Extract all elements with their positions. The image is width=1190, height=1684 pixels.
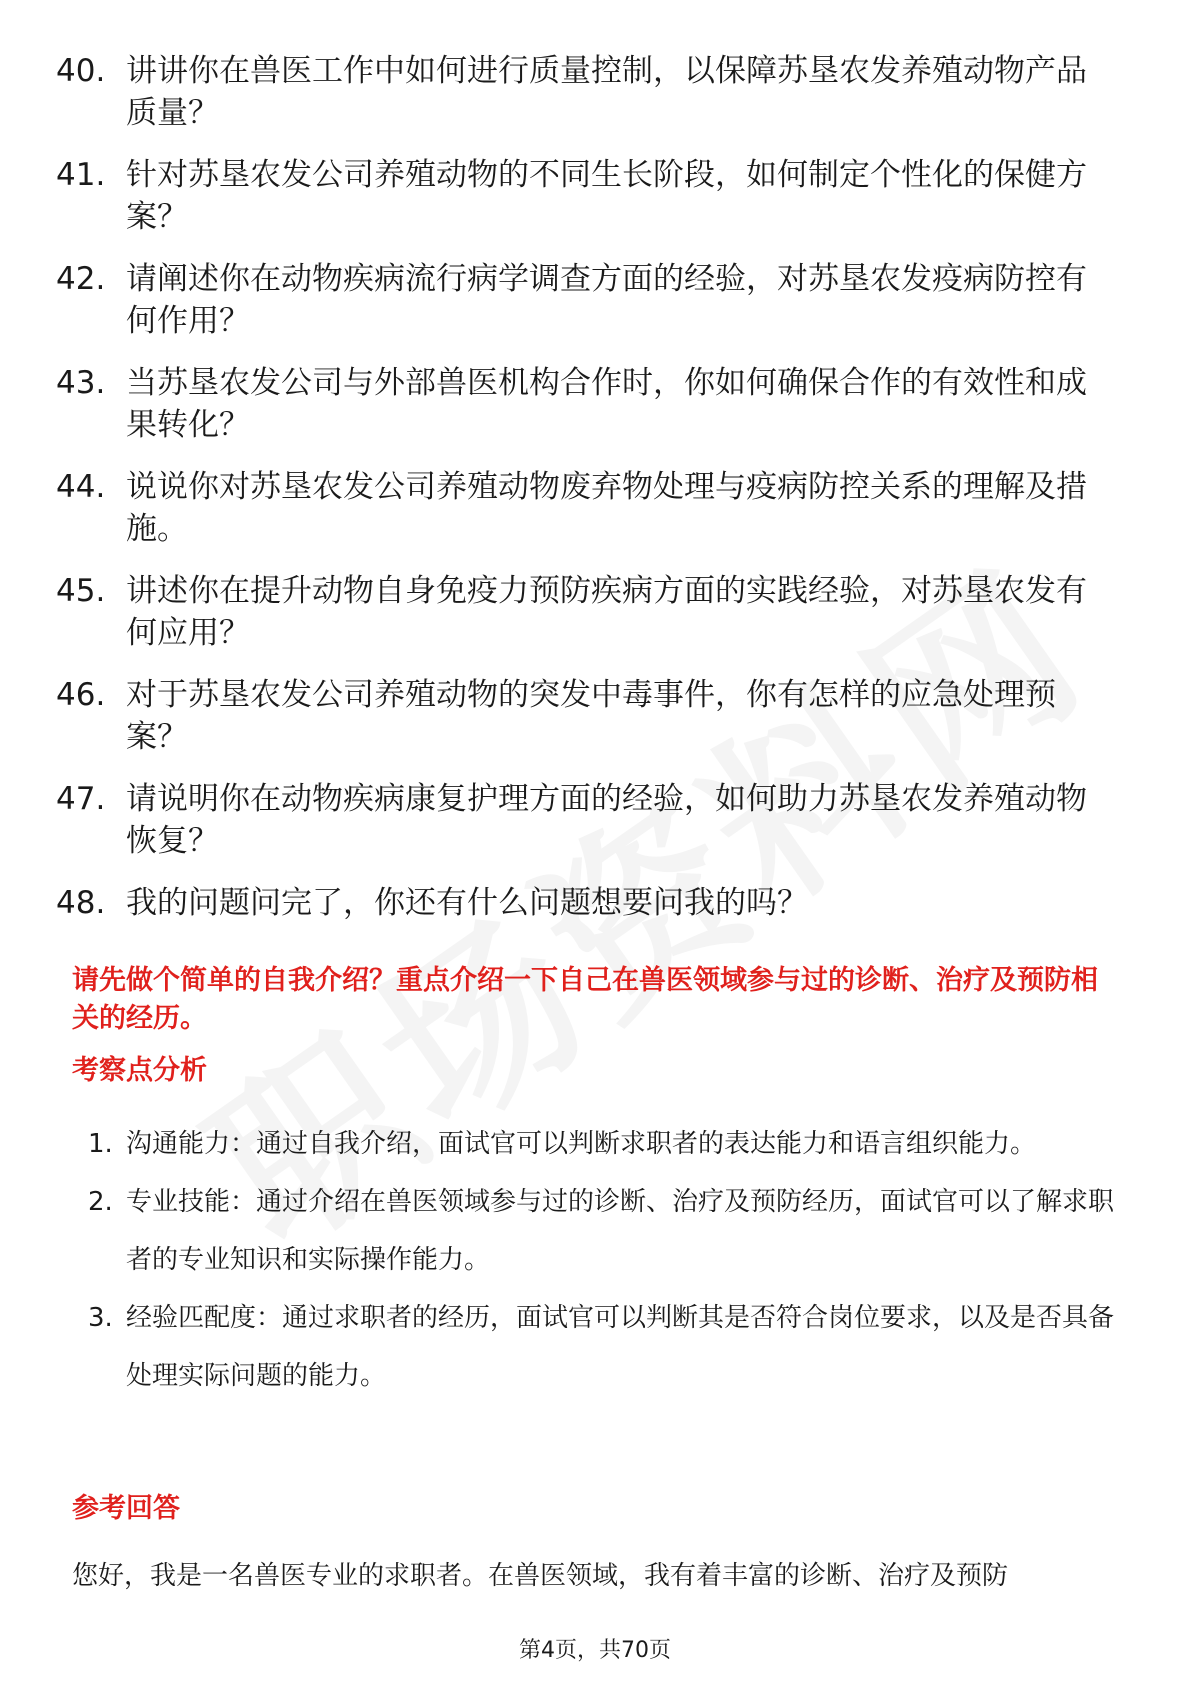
question-number: 42. — [56, 261, 106, 297]
question-item — [0, 50, 1190, 134]
point-number: 2. — [88, 1187, 113, 1217]
question-number: 48. — [56, 885, 106, 921]
question-item — [0, 362, 1190, 446]
analysis-point-list — [0, 1115, 1190, 1405]
featured-question-heading: 请先做个简单的自我介绍？重点介绍一下自己在兽医领域参与过的诊断、治疗及预防相关的经历。 — [72, 965, 1098, 1034]
question-item — [0, 258, 1190, 342]
question-text: 当苏垦农发公司与外部兽医机构合作时，你如何确保合作的有效性和成果转化？ — [126, 365, 1087, 443]
question-text: 请说明你在动物疾病康复护理方面的经验，如何助力苏垦农发养殖动物恢复？ — [126, 781, 1087, 859]
point-number: 3. — [88, 1303, 113, 1333]
question-text: 讲述你在提升动物自身免疫力预防疾病方面的实践经验，对苏垦农发有何应用？ — [126, 573, 1087, 651]
question-text: 针对苏垦农发公司养殖动物的不同生长阶段，如何制定个性化的保健方案？ — [126, 157, 1087, 235]
question-number: 45. — [56, 573, 106, 609]
question-text: 说说你对苏垦农发公司养殖动物废弃物处理与疫病防控关系的理解及措施。 — [126, 469, 1087, 547]
question-item — [0, 466, 1190, 550]
question-item — [0, 882, 1190, 924]
answer-paragraph: 您好，我是一名兽医专业的求职者。在兽医领域，我有着丰富的诊断、治疗及预防 — [72, 1561, 1009, 1591]
question-text: 我的问题问完了，你还有什么问题想要问我的吗？ — [126, 885, 808, 921]
question-item — [0, 778, 1190, 862]
question-item — [0, 154, 1190, 238]
analysis-point — [0, 1115, 1190, 1173]
analysis-point — [0, 1289, 1190, 1405]
question-item — [0, 674, 1190, 758]
question-number: 41. — [56, 157, 106, 193]
page-footer: 第4页，共70页 — [519, 1638, 671, 1663]
question-number: 46. — [56, 677, 106, 713]
point-text: 沟通能力：通过自我介绍，面试官可以判断求职者的表达能力和语言组织能力。 — [126, 1129, 1037, 1159]
point-text: 经验匹配度：通过求职者的经历，面试官可以判断其是否符合岗位要求，以及是否具备处理实际问题的能力。 — [126, 1303, 1115, 1391]
question-text: 请阐述你在动物疾病流行病学调查方面的经验，对苏垦农发疫病防控有何作用？ — [126, 261, 1087, 339]
point-text: 专业技能：通过介绍在兽医领域参与过的诊断、治疗及预防经历，面试官可以了解求职者的专业知识和实际操作能力。 — [126, 1187, 1115, 1275]
question-number: 44. — [56, 469, 106, 505]
question-number: 47. — [56, 781, 106, 817]
answer-heading: 参考回答 — [72, 1493, 180, 1524]
question-text: 对于苏垦农发公司养殖动物的突发中毒事件，你有怎样的应急处理预案？ — [126, 677, 1056, 755]
analysis-point — [0, 1173, 1190, 1289]
question-number: 40. — [56, 53, 106, 89]
question-item — [0, 570, 1190, 654]
point-number: 1. — [88, 1129, 113, 1159]
question-list — [0, 50, 1190, 944]
question-number: 43. — [56, 365, 106, 401]
analysis-heading: 考察点分析 — [72, 1055, 207, 1086]
question-text: 讲讲你在兽医工作中如何进行质量控制，以保障苏垦农发养殖动物产品质量？ — [126, 53, 1087, 131]
